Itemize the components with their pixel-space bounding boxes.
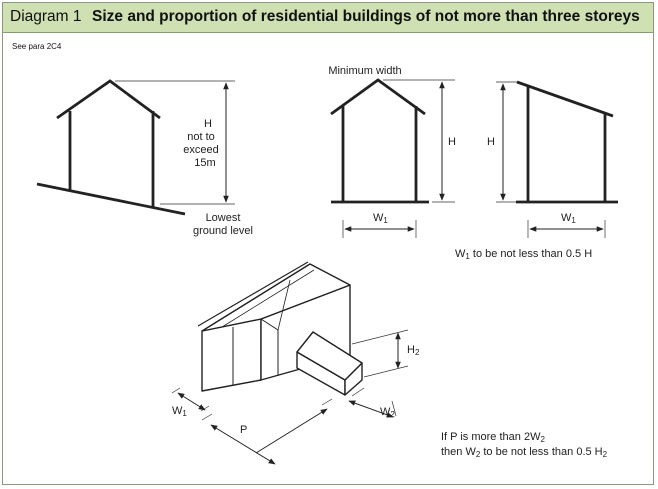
right-house-figure	[487, 82, 618, 238]
right-house-roof	[517, 82, 613, 116]
middle-house-figure	[328, 65, 456, 238]
diagram-title: Size and proportion of residential buildings of not more than three storeys	[92, 8, 640, 25]
limit-line-1: not to	[187, 131, 215, 143]
ground-label-line-1: Lowest	[205, 212, 241, 224]
diagram-label: Diagram 1	[10, 8, 82, 25]
p-tick-right	[322, 399, 332, 405]
iso-h2-label: H2	[407, 344, 420, 357]
p-tick-left	[202, 414, 212, 420]
left-height-label: H	[204, 118, 212, 130]
limit-line-2: exceed	[183, 144, 219, 156]
h2-extension-top	[352, 330, 408, 344]
h2-extension-bottom	[364, 366, 408, 377]
iso-p-dimension-right	[256, 409, 327, 453]
iso-p-label: P	[240, 424, 248, 436]
w1-tick-left	[172, 388, 180, 393]
reference-note: See para 2C4	[12, 42, 62, 51]
left-house-figure	[37, 81, 253, 237]
iso-w2-label: W2	[380, 406, 395, 419]
limit-line-3: 15m	[194, 157, 216, 169]
left-house-roof	[57, 81, 160, 118]
rule-1-text: W1 to be not less than 0.5 H	[455, 248, 593, 261]
middle-height-label: H	[448, 136, 456, 148]
rule-2-line-1: If P is more than 2W2	[441, 431, 545, 444]
middle-width-label: W1	[373, 212, 388, 225]
w2-tick-left	[352, 388, 364, 396]
minimum-width-caption: Minimum width	[328, 65, 402, 77]
rule-2-line-2: then W2 to be not less than 0.5 H2	[441, 446, 608, 459]
right-width-label: W1	[561, 212, 576, 225]
middle-house-roof	[331, 80, 425, 114]
right-height-label: H	[487, 136, 495, 148]
sloping-ground-line	[37, 184, 185, 214]
isometric-building-figure	[198, 262, 362, 395]
iso-w1-label: W1	[172, 405, 187, 418]
ground-label-line-2: ground level	[193, 225, 253, 237]
